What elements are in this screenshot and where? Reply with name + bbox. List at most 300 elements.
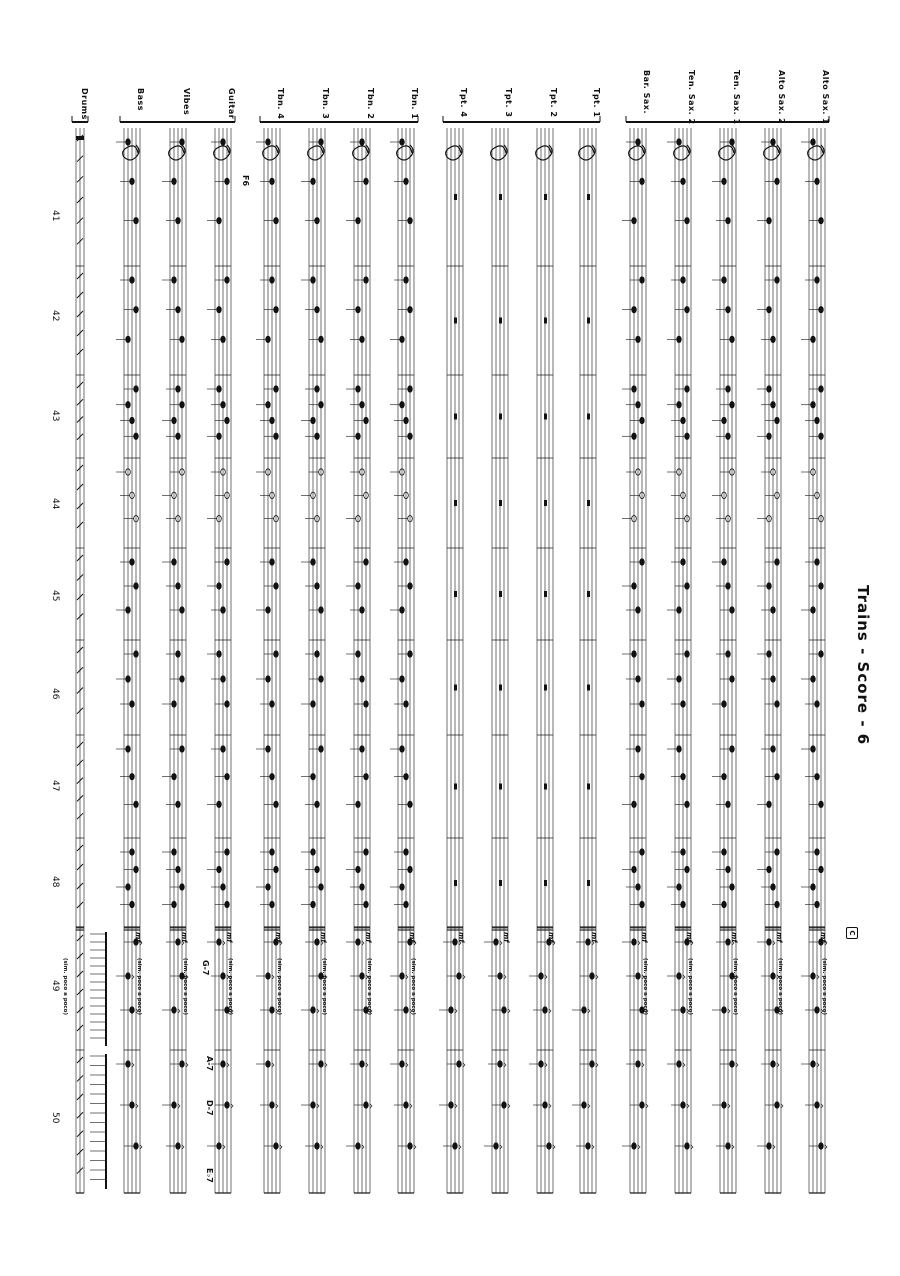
note-head <box>180 139 185 145</box>
note-head <box>176 866 181 872</box>
dynamic-marking: mf <box>590 932 598 943</box>
note-head <box>590 1061 595 1067</box>
chord-symbol-a-minor-7: A-7 <box>205 1056 214 1072</box>
note-head <box>225 901 230 907</box>
note-head <box>685 433 690 439</box>
note-head <box>400 746 405 752</box>
staff-label: Tpt. 2 <box>549 88 558 118</box>
staff-label: Bar. Sax. <box>642 70 651 114</box>
note-head <box>811 746 816 752</box>
dynamic-marking: mf <box>502 932 510 943</box>
note-head <box>539 973 544 979</box>
note-head <box>400 336 405 342</box>
whole-rest <box>544 591 547 597</box>
note-head <box>632 866 637 872</box>
measure-number: 44 <box>50 498 60 510</box>
note-head <box>632 217 637 223</box>
note-head <box>180 884 185 890</box>
note-head <box>681 701 686 707</box>
note-head <box>225 773 230 779</box>
whole-rest <box>587 414 590 420</box>
note-head <box>632 1143 637 1149</box>
note-head <box>274 386 279 392</box>
note-head <box>180 607 185 613</box>
note-head <box>311 849 316 855</box>
note-head <box>126 1061 131 1067</box>
staff-label: Drums <box>80 88 89 120</box>
expression-marking: (sim. poco a poco) <box>821 958 827 1015</box>
note-head <box>775 417 780 423</box>
note-head <box>311 417 316 423</box>
note-head <box>819 386 824 392</box>
note-head <box>632 433 637 439</box>
note-head <box>815 701 820 707</box>
staff-label: Tbn. 2 <box>366 88 375 120</box>
note-head <box>270 849 275 855</box>
note-head <box>404 701 409 707</box>
note-head <box>130 178 135 184</box>
note-head <box>356 1143 361 1149</box>
note-head <box>400 676 405 682</box>
note-head <box>498 973 503 979</box>
expression-marking: (sim. poco a poco) <box>642 958 648 1015</box>
note-head <box>408 866 413 872</box>
note-head <box>502 1102 507 1108</box>
note-head <box>815 277 820 283</box>
note-head <box>767 433 772 439</box>
note-head <box>315 1143 320 1149</box>
clef-icon <box>308 145 324 160</box>
whole-rest <box>454 880 457 886</box>
note-head <box>126 402 131 408</box>
note-head <box>180 402 185 408</box>
expression-marking: (sim. poco a poco) <box>777 958 783 1015</box>
note-head <box>274 217 279 223</box>
note-head <box>176 306 181 312</box>
note-head <box>225 849 230 855</box>
note-head <box>543 1007 548 1013</box>
note-head <box>722 1007 727 1013</box>
note-head <box>815 1007 820 1013</box>
note-head <box>726 583 731 589</box>
note-head <box>315 801 320 807</box>
staff-label: Bass <box>136 88 145 112</box>
note-head <box>364 1102 369 1108</box>
note-head <box>722 559 727 565</box>
staff-label: Tbn. 1 <box>410 88 419 120</box>
whole-rest <box>499 194 502 200</box>
note-head <box>360 884 365 890</box>
measure-number: 45 <box>50 590 60 602</box>
note-head <box>225 178 230 184</box>
note-head <box>221 1061 226 1067</box>
note-head <box>266 746 271 752</box>
chord-symbol-g-minor-7: G-7 <box>201 960 210 976</box>
note-head <box>677 1061 682 1067</box>
note-head <box>636 1061 641 1067</box>
note-head <box>722 277 727 283</box>
note-head <box>677 973 682 979</box>
dynamic-marking: mf <box>685 932 693 943</box>
whole-rest <box>544 880 547 886</box>
note-head <box>270 901 275 907</box>
note-head <box>225 417 230 423</box>
note-head <box>172 701 177 707</box>
note-head <box>730 746 735 752</box>
note-head <box>771 336 776 342</box>
note-head <box>408 386 413 392</box>
chord-symbol-d-minor-7: D-7 <box>205 1100 214 1116</box>
whole-rest <box>454 414 457 420</box>
note-head <box>134 433 139 439</box>
note-head <box>274 433 279 439</box>
whole-rest <box>587 685 590 691</box>
note-head <box>640 701 645 707</box>
note-head <box>819 1143 824 1149</box>
note-head <box>315 433 320 439</box>
note-head <box>360 1061 365 1067</box>
note-head <box>767 217 772 223</box>
note-head <box>685 651 690 657</box>
note-head <box>677 336 682 342</box>
measure-number: 50 <box>50 1112 60 1124</box>
note-head <box>356 583 361 589</box>
note-head <box>404 1007 409 1013</box>
note-head <box>172 1102 177 1108</box>
note-head <box>636 884 641 890</box>
staff-label: Tbn. 4 <box>276 88 285 120</box>
note-head <box>815 417 820 423</box>
whole-rest <box>587 194 590 200</box>
dynamic-marking: mf <box>640 932 648 943</box>
note-head <box>404 277 409 283</box>
whole-rest <box>499 784 502 790</box>
note-head <box>221 336 226 342</box>
note-head <box>217 1143 222 1149</box>
note-head <box>400 402 405 408</box>
note-head <box>811 139 816 145</box>
staff-label: Tbn. 3 <box>321 88 330 120</box>
note-head <box>730 402 735 408</box>
note-head <box>172 1007 177 1013</box>
whole-rest <box>587 880 590 886</box>
note-head <box>266 139 271 145</box>
note-head <box>640 773 645 779</box>
note-head <box>130 1007 135 1013</box>
note-head <box>811 336 816 342</box>
note-head <box>172 901 177 907</box>
note-head <box>217 217 222 223</box>
clef-icon <box>263 145 279 160</box>
note-head <box>771 676 776 682</box>
note-head <box>726 306 731 312</box>
note-head <box>360 607 365 613</box>
note-head <box>453 1143 458 1149</box>
note-head <box>311 1102 316 1108</box>
note-head <box>319 884 324 890</box>
whole-rest <box>544 500 547 506</box>
note-head <box>364 701 369 707</box>
dynamic-marking: mf <box>274 932 282 943</box>
note-head <box>270 701 275 707</box>
note-head <box>681 178 686 184</box>
note-head <box>681 559 686 565</box>
note-head <box>404 1102 409 1108</box>
note-head <box>767 583 772 589</box>
note-head <box>681 901 686 907</box>
note-head <box>319 139 324 145</box>
note-head <box>266 1061 271 1067</box>
note-head <box>590 973 595 979</box>
note-head <box>404 773 409 779</box>
clef-icon <box>719 145 735 160</box>
note-head <box>636 676 641 682</box>
note-head <box>767 939 772 945</box>
note-head <box>364 417 369 423</box>
staff-label: Vibes <box>182 88 191 116</box>
note-head <box>677 139 682 145</box>
note-head <box>266 676 271 682</box>
note-head <box>632 651 637 657</box>
note-head <box>811 402 816 408</box>
note-head <box>172 417 177 423</box>
note-head <box>449 1102 454 1108</box>
note-head <box>767 801 772 807</box>
note-head <box>677 607 682 613</box>
page-title: Trains - Score - 6 <box>854 585 872 746</box>
note-head <box>677 402 682 408</box>
note-head <box>815 559 820 565</box>
clef-icon <box>764 145 780 160</box>
chord-symbol-e-flat-7: E♭7 <box>205 1168 214 1183</box>
note-head <box>356 939 361 945</box>
note-head <box>726 386 731 392</box>
note-head <box>360 336 365 342</box>
dynamic-marking: mf <box>364 932 372 943</box>
note-head <box>319 336 324 342</box>
note-head <box>819 651 824 657</box>
note-head <box>319 607 324 613</box>
note-head <box>270 1102 275 1108</box>
note-head <box>722 849 727 855</box>
expression-marking: (sim. poco a poco) <box>136 958 142 1015</box>
note-head <box>315 583 320 589</box>
staff-label: Ten. Sax. 2 <box>687 70 696 125</box>
note-head <box>771 973 776 979</box>
measure-number: 41 <box>50 210 60 222</box>
note-head <box>311 901 316 907</box>
note-head <box>356 306 361 312</box>
note-head <box>730 139 735 145</box>
note-head <box>364 773 369 779</box>
measure-number: 47 <box>50 780 60 792</box>
whole-rest <box>499 880 502 886</box>
dynamic-marking: mf <box>225 932 233 943</box>
note-head <box>730 336 735 342</box>
note-head <box>404 417 409 423</box>
measure-number: 43 <box>50 410 60 422</box>
note-head <box>270 178 275 184</box>
note-head <box>270 1007 275 1013</box>
note-head <box>632 801 637 807</box>
whole-rest <box>544 414 547 420</box>
note-head <box>130 277 135 283</box>
note-head <box>134 386 139 392</box>
note-head <box>681 849 686 855</box>
clef-icon <box>579 145 595 160</box>
note-head <box>502 1007 507 1013</box>
whole-rest <box>499 591 502 597</box>
staff-label: Tpt. 3 <box>504 88 513 118</box>
note-head <box>221 746 226 752</box>
note-head <box>811 973 816 979</box>
whole-rest <box>544 685 547 691</box>
note-head <box>311 178 316 184</box>
note-head <box>364 178 369 184</box>
note-head <box>726 1143 731 1149</box>
note-head <box>360 746 365 752</box>
note-head <box>172 178 177 184</box>
note-head <box>819 583 824 589</box>
note-head <box>726 801 731 807</box>
note-head <box>311 277 316 283</box>
note-head <box>640 417 645 423</box>
note-head <box>582 1102 587 1108</box>
note-head <box>640 559 645 565</box>
note-head <box>364 277 369 283</box>
note-head <box>356 217 361 223</box>
note-head <box>640 901 645 907</box>
note-head <box>775 773 780 779</box>
note-head <box>632 939 637 945</box>
note-head <box>225 1102 230 1108</box>
note-head <box>640 849 645 855</box>
note-head <box>315 386 320 392</box>
note-head <box>270 417 275 423</box>
dynamic-marking: mf <box>730 932 738 943</box>
note-head <box>274 866 279 872</box>
note-head <box>176 386 181 392</box>
note-head <box>640 277 645 283</box>
whole-rest <box>544 784 547 790</box>
note-head <box>726 866 731 872</box>
expression-marking: (sim. poco a poco) <box>182 958 188 1015</box>
note-head <box>217 386 222 392</box>
note-head <box>775 277 780 283</box>
whole-rest <box>499 318 502 324</box>
note-head <box>126 336 131 342</box>
note-head <box>176 583 181 589</box>
note-head <box>775 559 780 565</box>
clef-icon <box>123 145 139 160</box>
whole-rest <box>587 784 590 790</box>
note-head <box>494 939 499 945</box>
note-head <box>685 386 690 392</box>
whole-rest <box>587 500 590 506</box>
measure-number: 42 <box>50 310 60 322</box>
note-head <box>180 336 185 342</box>
note-head <box>217 866 222 872</box>
note-head <box>319 676 324 682</box>
note-head <box>677 746 682 752</box>
note-head <box>494 1143 499 1149</box>
note-head <box>217 801 222 807</box>
note-head <box>134 866 139 872</box>
note-head <box>685 866 690 872</box>
note-head <box>356 433 361 439</box>
expression-marking: (sim. poco a poco) <box>62 958 68 1015</box>
note-head <box>217 306 222 312</box>
whole-rest <box>587 591 590 597</box>
note-head <box>767 306 772 312</box>
note-head <box>815 1102 820 1108</box>
note-head <box>819 801 824 807</box>
note-head <box>270 559 275 565</box>
dynamic-marking: mf <box>547 932 555 943</box>
expression-marking: (sim. poco a poco) <box>227 958 233 1015</box>
note-head <box>730 676 735 682</box>
note-head <box>221 139 226 145</box>
note-head <box>266 336 271 342</box>
note-head <box>677 676 682 682</box>
note-head <box>722 901 727 907</box>
note-head <box>360 676 365 682</box>
note-head <box>815 849 820 855</box>
note-head <box>221 973 226 979</box>
note-head <box>726 651 731 657</box>
note-head <box>225 559 230 565</box>
note-head <box>771 402 776 408</box>
note-head <box>315 217 320 223</box>
note-head <box>685 217 690 223</box>
note-head <box>360 973 365 979</box>
note-head <box>217 433 222 439</box>
staff-label: Ten. Sax. 1 <box>732 70 741 125</box>
expression-marking: (sim. poco a poco) <box>410 958 416 1015</box>
note-head <box>771 607 776 613</box>
note-head <box>457 1061 462 1067</box>
clef-icon <box>536 145 552 160</box>
staff-label: Guitar <box>227 88 236 120</box>
note-head <box>130 559 135 565</box>
note-head <box>819 306 824 312</box>
note-head <box>775 701 780 707</box>
note-head <box>636 402 641 408</box>
note-head <box>225 277 230 283</box>
note-head <box>274 306 279 312</box>
note-head <box>176 801 181 807</box>
note-head <box>134 583 139 589</box>
note-head <box>315 866 320 872</box>
note-head <box>722 1102 727 1108</box>
clef-icon <box>491 145 507 160</box>
note-head <box>172 277 177 283</box>
note-head <box>315 651 320 657</box>
note-head <box>126 746 131 752</box>
measure-number: 49 <box>50 980 60 992</box>
note-head <box>681 277 686 283</box>
note-head <box>400 139 405 145</box>
note-head <box>364 849 369 855</box>
whole-rest <box>454 784 457 790</box>
note-head <box>176 651 181 657</box>
dynamic-marking: mf <box>319 932 327 943</box>
expression-marking: (sim. poco a poco) <box>687 958 693 1015</box>
note-head <box>225 701 230 707</box>
dynamic-marking: mf <box>775 932 783 943</box>
dynamic-marking: mf <box>134 932 142 943</box>
staff-label: Alto Sax. 2 <box>777 70 786 125</box>
